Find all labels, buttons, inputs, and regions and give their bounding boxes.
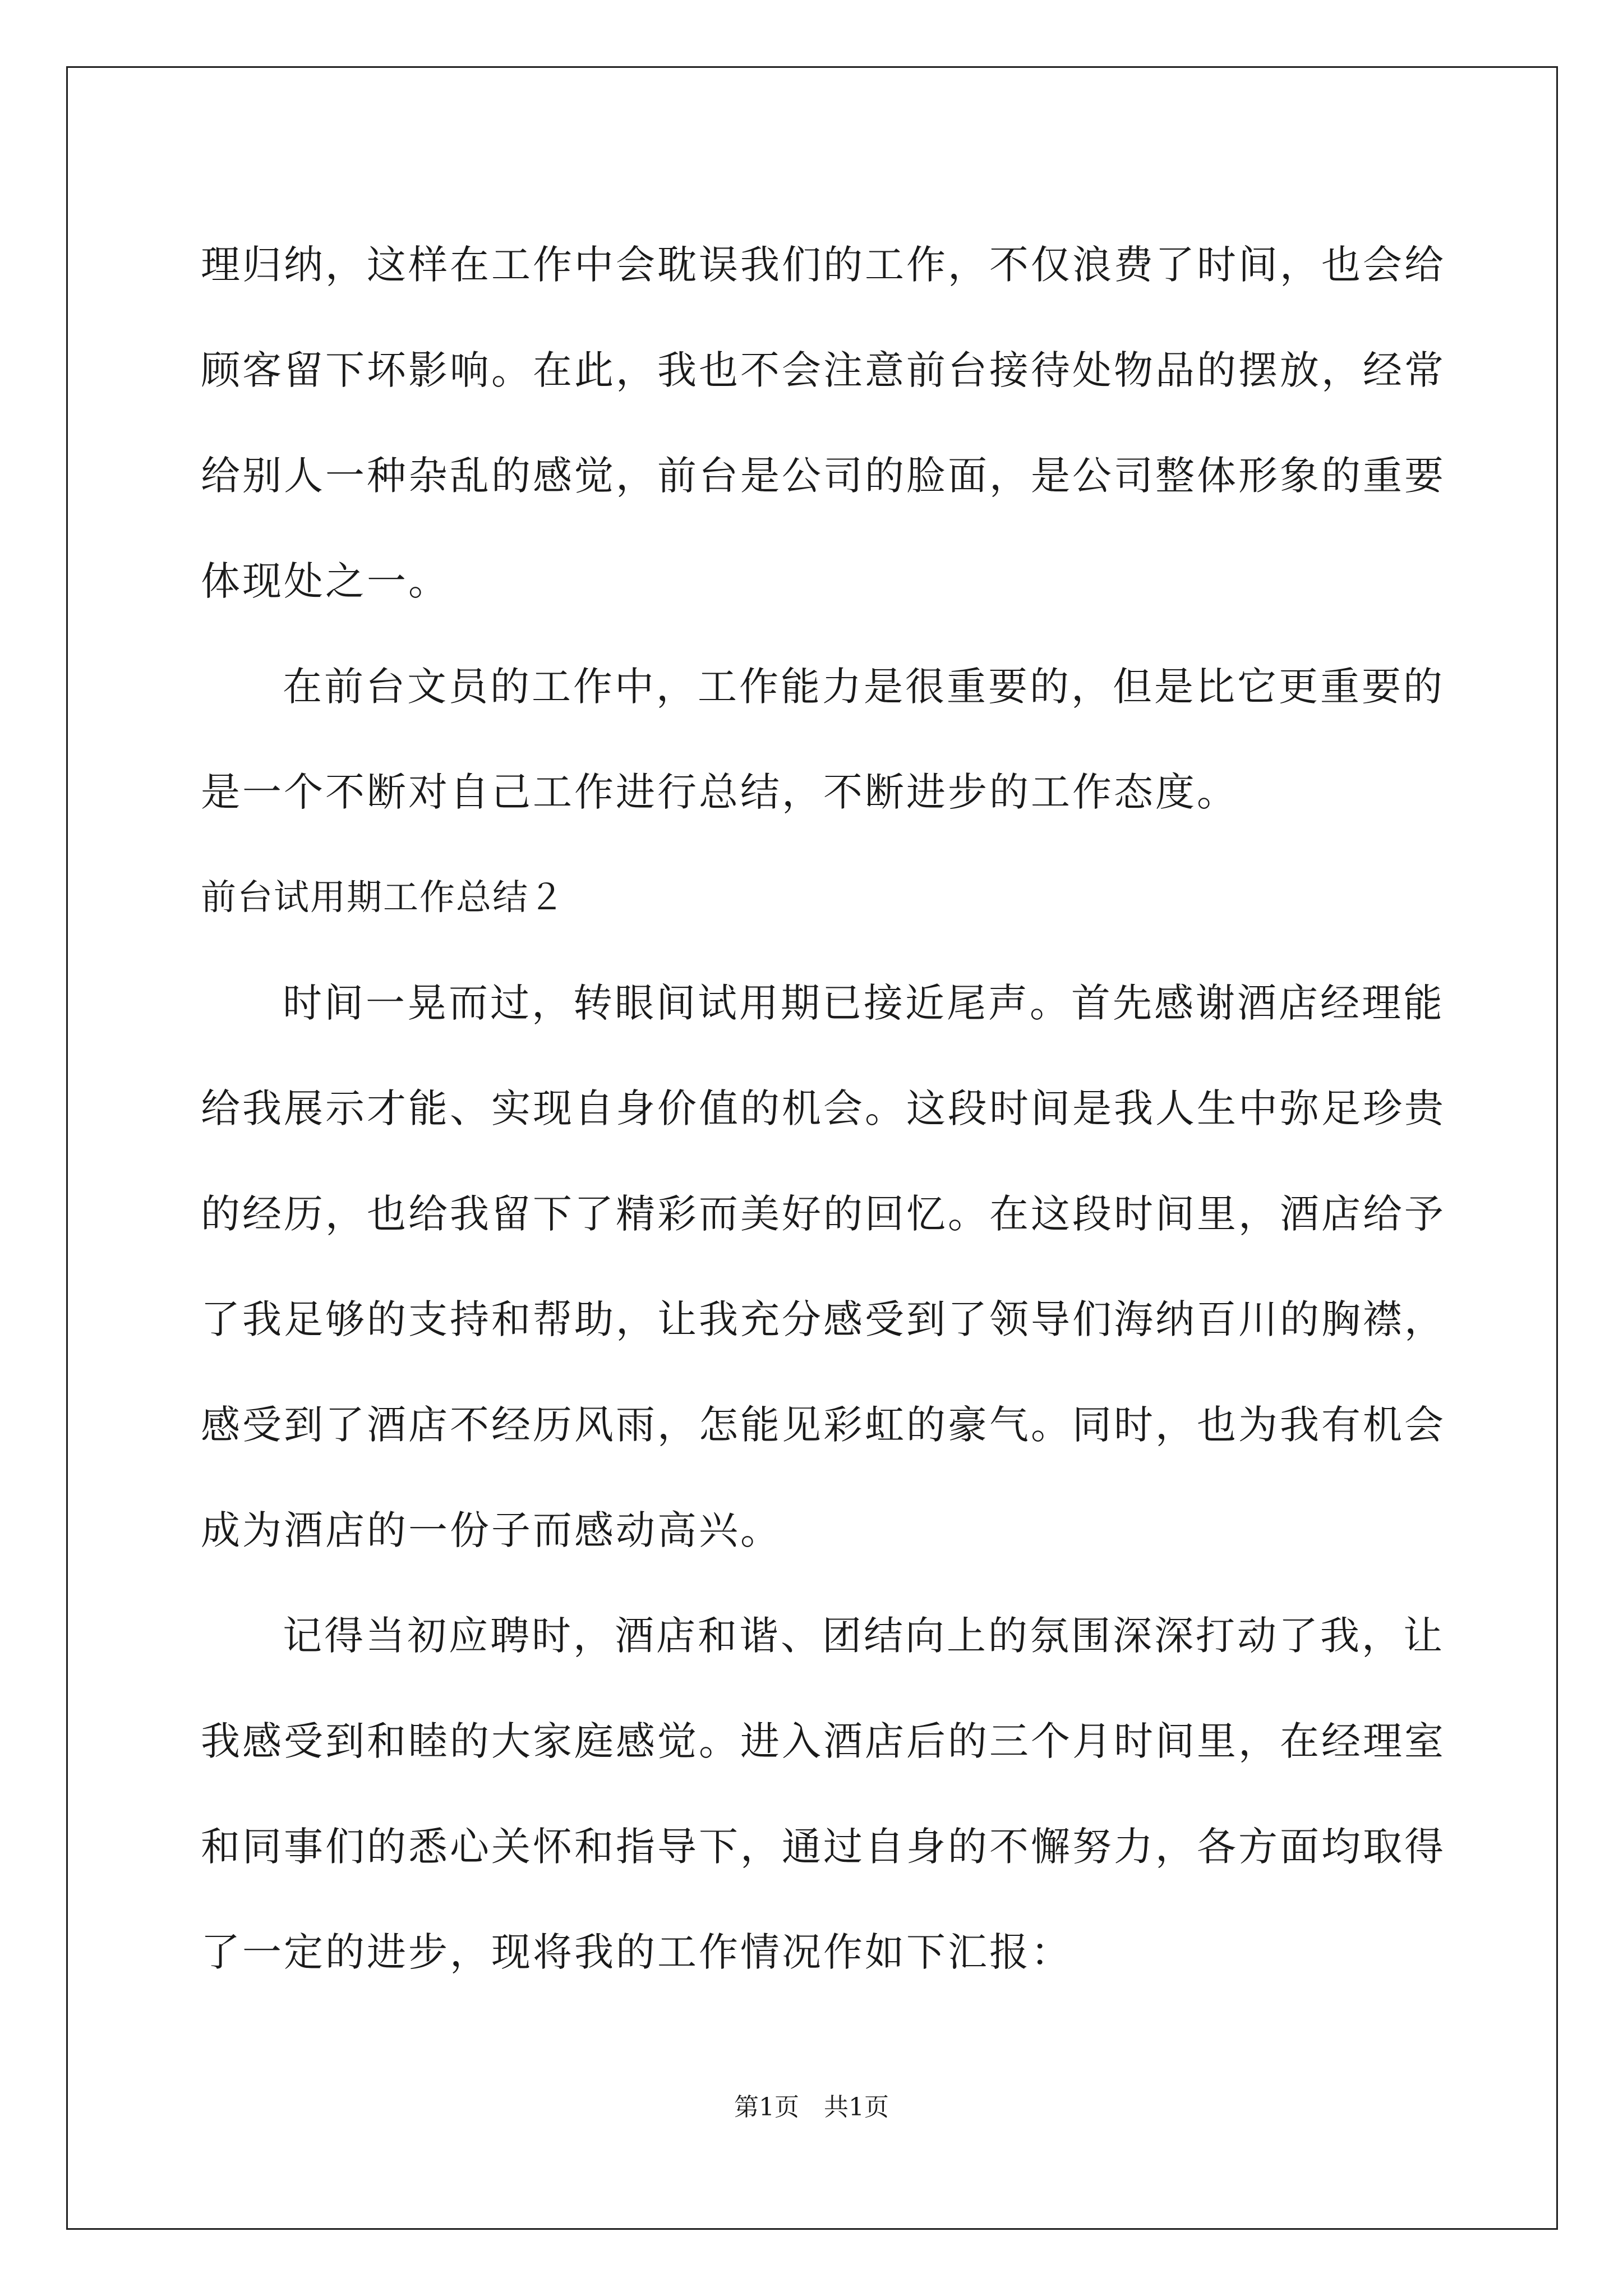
paragraph-line: 记 得 当 初 应 聘 时 ， 酒 店 和 谐 、 团 结 向 上 的 氛 围 深 深 打 动 了 我 ， 让 bbox=[283, 1612, 1445, 1659]
paragraph-line: 和 同 事 们 的 悉 心 关 怀 和 指 导 下 ， 通 过 自 身 的 不 懈 努 力 ， 各 方 面 均 取 得 bbox=[201, 1823, 1446, 1870]
paragraph-line: 是一个不断对自己工作进行总结，不断进步的工作态度。 bbox=[201, 769, 1238, 815]
page-footer: 第1页 共1页 bbox=[734, 2093, 889, 2122]
paragraph-line: 时 间 一 晃 而 过 ， 转 眼 间 试 用 期 已 接 近 尾 声 。 首 先 感 谢 酒 店 经 理 能 bbox=[283, 979, 1445, 1026]
paragraph-line: 体现处之一。 bbox=[201, 558, 450, 604]
paragraph-line: 了 我 足 够 的 支 持 和 帮 助 ， 让 我 充 分 感 受 到 了 领 导 们 海 纳 百 川 的 胸 襟 ， bbox=[201, 1296, 1446, 1342]
paragraph-line: 了一定的进步，现将我的工作情况作如下汇报： bbox=[201, 1929, 1072, 1975]
paragraph-line: 感 受 到 了 酒 店 不 经 历 风 雨 ， 怎 能 见 彩 虹 的 豪 气 。 同 时 ， 也 为 我 有 机 会 bbox=[201, 1401, 1446, 1448]
paragraph-line: 在 前 台 文 员 的 工 作 中 ， 工 作 能 力 是 很 重 要 的 ， 但 是 比 它 更 重 要 的 bbox=[283, 663, 1445, 710]
paragraph-line: 给 我 展 示 才 能 、 实 现 自 身 价 值 的 机 会 。 这 段 时 间 是 我 人 生 中 弥 足 珍 贵 bbox=[201, 1085, 1446, 1131]
section-heading: 前台试用期工作总结２ bbox=[201, 876, 565, 918]
paragraph-line: 顾 客 留 下 坏 影 响 。 在 此 ， 我 也 不 会 注 意 前 台 接 待 处 物 品 的 摆 放 ， 经 常 bbox=[201, 347, 1446, 393]
paragraph-line: 给 别 人 一 种 杂 乱 的 感 觉 ， 前 台 是 公 司 的 脸 面 ， 是 公 司 整 体 形 象 的 重 要 bbox=[201, 452, 1446, 499]
paragraph-line: 我 感 受 到 和 睦 的 大 家 庭 感 觉 。 进 入 酒 店 后 的 三 个 月 时 间 里 ， 在 经 理 室 bbox=[201, 1718, 1446, 1764]
paragraph-line: 理 归 纳 ， 这 样 在 工 作 中 会 耽 误 我 们 的 工 作 ， 不 仅 浪 费 了 时 间 ， 也 会 给 bbox=[201, 241, 1446, 288]
document-body bbox=[201, 209, 1446, 2001]
paragraph-line: 的 经 历 ， 也 给 我 留 下 了 精 彩 而 美 好 的 回 忆 。 在 这 段 时 间 里 ， 酒 店 给 予 bbox=[201, 1190, 1446, 1237]
paragraph-line: 成为酒店的一份子而感动高兴。 bbox=[201, 1507, 782, 1553]
